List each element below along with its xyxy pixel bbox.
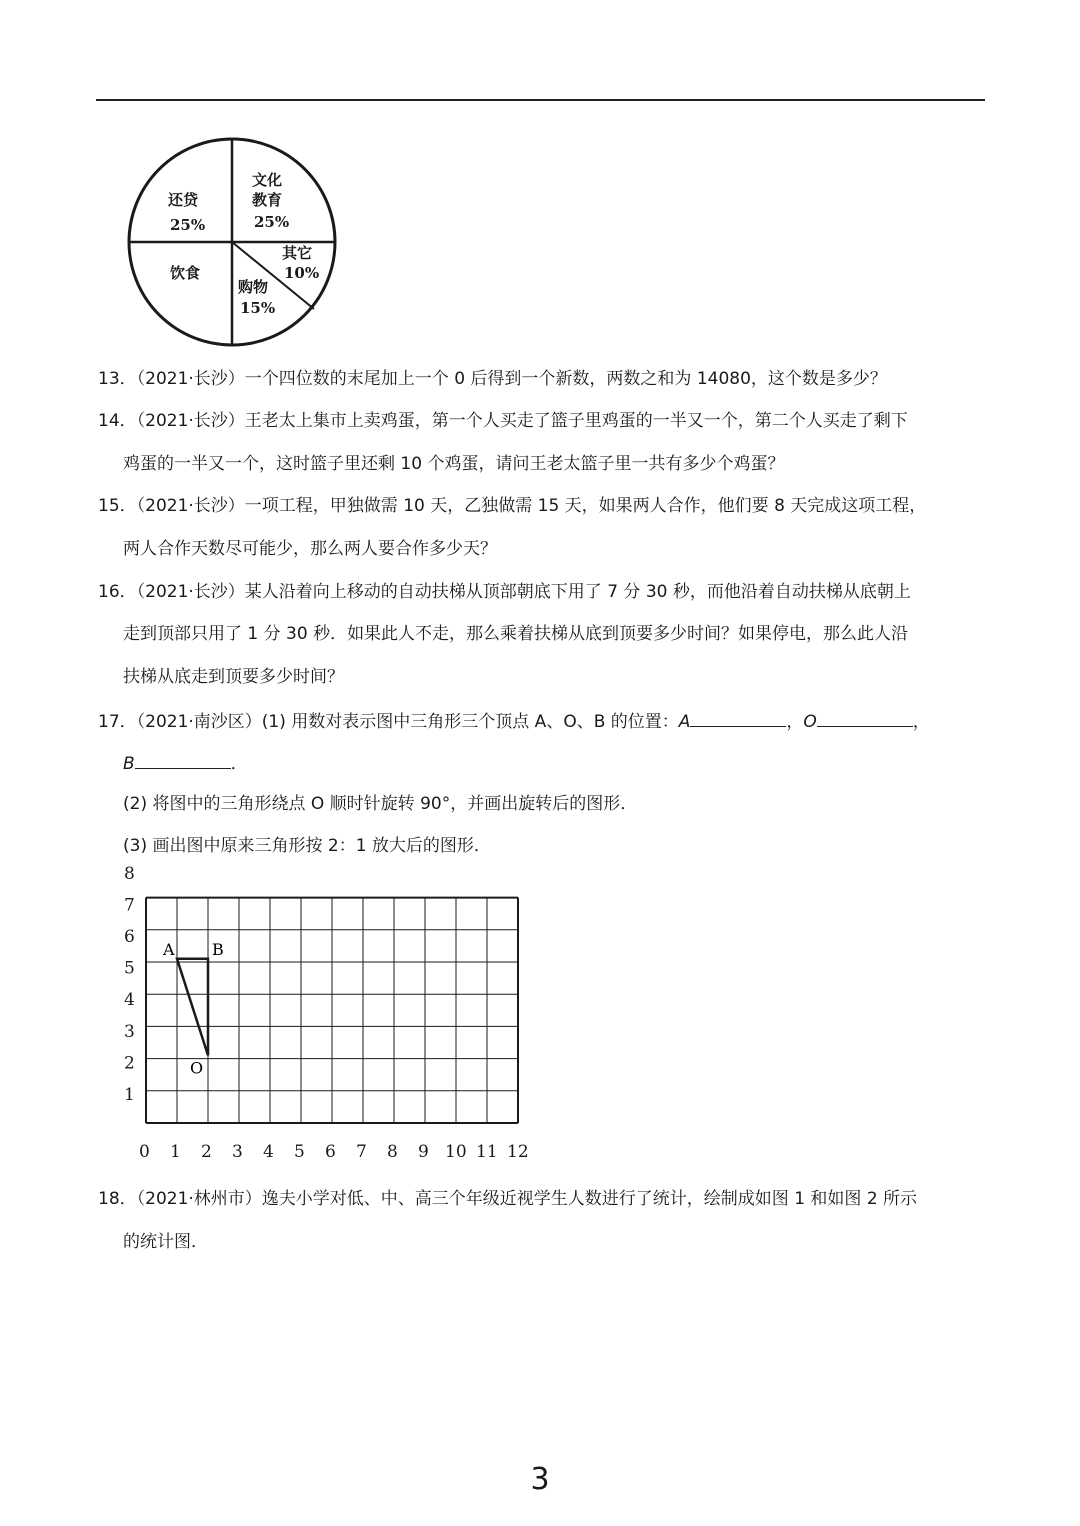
coordinate-grid [110,862,540,1167]
question-16-line-3: 扶梯从底走到顶要多少时间？ [123,667,344,687]
x-tick-label: 1 [170,1142,181,1162]
x-tick-label: 12 [507,1142,529,1162]
question-14-line-1: 14．（2021·长沙）王老太上集市上卖鸡蛋，第一个人买走了篮子里鸡蛋的一半又一个，第二个人买走了剩下 [98,411,908,431]
question-17-part-3: (3) 画出图中原来三角形按 2：1 放大后的图形． [123,836,491,856]
question-18-line-2: 的统计图． [123,1232,208,1252]
x-tick-label: 4 [263,1142,274,1162]
x-tick-label: 11 [476,1142,498,1162]
x-tick-label: 6 [325,1142,336,1162]
x-tick-label: 2 [201,1142,212,1162]
vertex-a-label: A [678,712,691,732]
question-14-line-2: 鸡蛋的一半又一个，这时篮子里还剩 10 个鸡蛋，请问王老太篮子里一共有多少个鸡蛋？ [123,454,785,474]
y-tick-label: 6 [124,927,135,947]
x-tick-label: 7 [356,1142,367,1162]
question-17-line-1 [98,708,930,734]
point-label-b: B [212,939,224,959]
grid-lines [146,898,518,1123]
x-axis-ticks [139,1142,529,1162]
header-rule [96,99,985,101]
pie-chart [120,133,345,355]
pie-label-wenhua-2: 教育 [252,191,283,209]
x-tick-label: 10 [445,1142,467,1162]
pie-label-qita-pct: 10% [284,264,320,282]
triangle-outline [177,959,208,1056]
separator-1: ， [786,712,804,732]
pie-label-qita: 其它 [282,244,313,262]
question-15-line-1: 15．（2021·长沙）一项工程，甲独做需 10 天，乙独做需 15 天，如果两人合作，他们要 8 天完成这项工程， [98,496,927,516]
pie-label-wenhua-pct: 25% [254,213,290,231]
separator-2: ， [912,712,930,732]
x-tick-label: 3 [232,1142,243,1162]
y-tick-label: 3 [124,1021,135,1042]
y-tick-label: 7 [124,895,135,916]
question-15-line-2: 两人合作天数尽可能少，那么两人要合作多少天？ [123,539,497,559]
pie-label-huandai-pct: 25% [170,216,206,234]
y-tick-label: 4 [124,990,135,1011]
pie-label-wenhua-1: 文化 [252,171,283,189]
question-18-line-1: 18．（2021·林州市）逸夫小学对低、中、高三个年级近视学生人数进行了统计，绘制成如图 1 和如图 2 所示 [98,1189,918,1209]
y-axis-ticks [124,864,135,1105]
x-tick-label: 0 [139,1142,150,1162]
question-16-line-2: 走到顶部只用了 1 分 30 秒．如果此人不走，那么乘着扶梯从底到顶要多少时间？如果停电，那么此人沿 [123,624,909,644]
x-tick-label: 8 [387,1142,398,1162]
question-17-prompt: 17．（2021·南沙区）(1) 用数对表示图中三角形三个顶点 A、O、B 的位置： [98,712,679,732]
vertex-o-label: O [803,712,817,732]
period: ． [230,754,248,774]
x-tick-label: 9 [418,1142,429,1162]
answer-blank-a[interactable] [690,708,786,727]
answer-blank-b[interactable] [135,750,231,769]
question-17-line-2 [123,750,248,776]
x-tick-label: 5 [294,1142,305,1162]
y-tick-label: 8 [124,863,135,884]
pie-label-gouwu: 购物 [238,278,269,296]
point-label-a: A [163,939,175,959]
question-16-line-1: 16．（2021·长沙）某人沿着向上移动的自动扶梯从顶部朝底下用了 7 分 30 秒，而他沿着自动扶梯从底朝上 [98,582,911,602]
pie-label-yinshi: 饮食 [170,264,201,282]
triangle-aob [162,940,224,1078]
pie-label-huandai: 还贷 [168,191,199,209]
question-17-part-2: (2) 将图中的三角形绕点 O 顺时针旋转 90°，并画出旋转后的图形． [123,794,638,814]
page-number: 3 [530,1462,550,1497]
y-tick-label: 1 [124,1085,135,1105]
answer-blank-o[interactable] [817,708,913,727]
vertex-b-label: B [123,754,135,774]
y-tick-label: 5 [124,958,135,979]
y-tick-label: 2 [124,1053,135,1074]
question-13: 13．（2021·长沙）一个四位数的末尾加上一个 0 后得到一个新数，两数之和为 14080，这个数是多少？ [98,369,887,389]
pie-label-gouwu-pct: 15% [240,299,276,317]
point-label-o: O [190,1058,204,1078]
